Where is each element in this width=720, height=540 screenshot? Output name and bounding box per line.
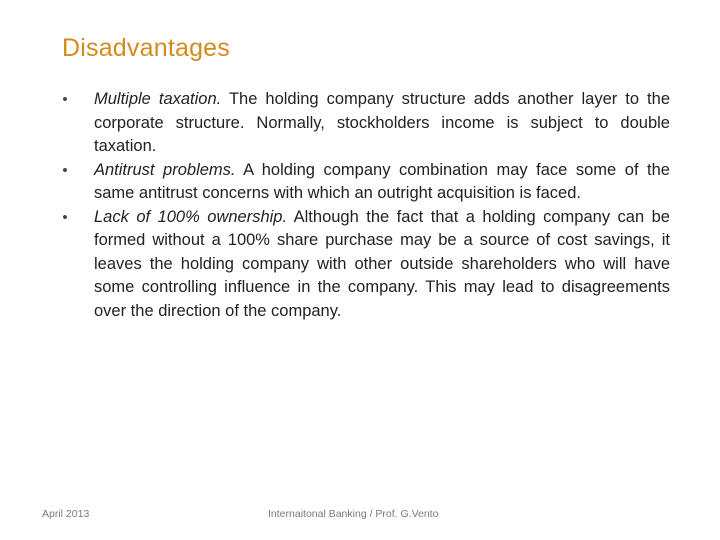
bullet-lead: Antitrust problems. [94, 160, 236, 179]
bullet-icon: • [62, 208, 68, 226]
bullet-list [58, 88, 670, 323]
bullet-item-antitrust-problems [58, 159, 670, 206]
bullet-item-multiple-taxation [58, 88, 670, 159]
bullet-text: Although the fact that a holding company can be formed without a 100% share purchase may be a source of cost savings, it leaves the holding company with other outside shareholders who will have some controlling influence in the company. This may lead to disagreements over the direction of the company. [94, 207, 670, 320]
bullet-lead: Multiple taxation. [94, 90, 222, 108]
bullet-icon: • [62, 91, 68, 108]
bullet-lead: Lack of 100% ownership. [94, 207, 288, 226]
footer-date: April 2013 [42, 508, 90, 520]
footer-credit: Internaitonal Banking / Prof. G.Vento [268, 508, 439, 520]
bullet-text: A holding company combination may face some of the same antitrust concerns with which an outright acquisition is faced. [94, 160, 670, 202]
bullet-text: The holding company structure adds another layer to the corporate structure. Normally, stockholders income is subject to double taxation. [94, 90, 670, 155]
slide-title: Disadvantages [62, 34, 230, 62]
bullet-icon: • [62, 161, 68, 179]
bullet-item-lack-of-ownership [58, 206, 670, 324]
